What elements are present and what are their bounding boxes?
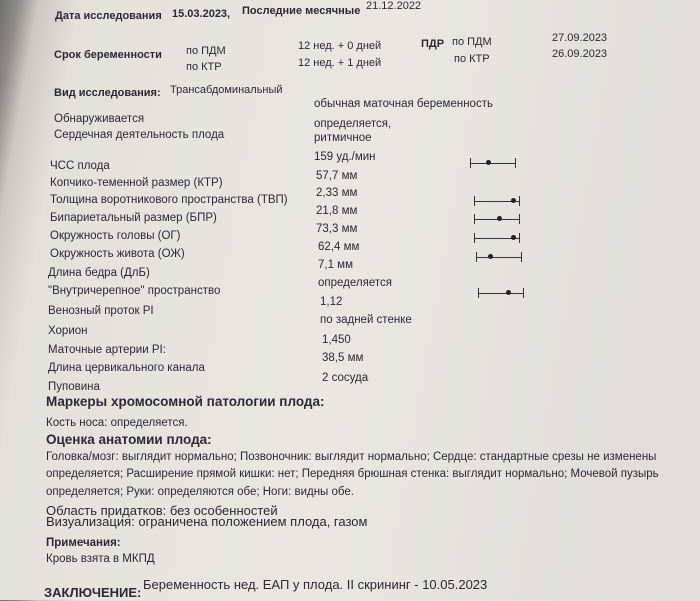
range-marker	[511, 235, 516, 240]
row-label-crl: Копчико-теменной размер (КТР)	[50, 177, 223, 189]
adnexa-text: Область придатков: без особенностей	[46, 503, 278, 518]
anatomy-line-3: определяется; Руки: определяются обе; Ноги: видны обе.	[46, 486, 354, 498]
notes-title: Примечания:	[46, 537, 121, 549]
lmp-date: 21.12.2022	[366, 0, 422, 12]
row-label-ac: Окружность живота (ОЖ)	[50, 248, 185, 260]
row-value-uta: 1,450	[322, 334, 351, 346]
range-line	[470, 163, 516, 164]
range-marker	[511, 198, 516, 203]
row-label-cervix: Длина цервикального канала	[48, 362, 205, 374]
study-type-label: Вид исследования:	[54, 87, 161, 99]
row-value-fhr: 159 уд./мин	[314, 151, 376, 163]
row-value-chorion: по задней стенке	[320, 314, 412, 326]
conclusion-label: ЗАКЛЮЧЕНИЕ:	[44, 585, 142, 600]
bpd-reference-range	[474, 214, 520, 224]
lmp-label: Последние месячные	[242, 5, 361, 17]
row-value-bpd: 21,8 мм	[316, 205, 358, 217]
term-crl-value: 12 нед. + 1 дней	[298, 57, 382, 69]
ac-reference-range	[476, 252, 522, 262]
row-value-found: обычная маточная беременность	[314, 98, 493, 110]
anatomy-line-2: определяется; Расширение прямой кишки: нет; Передняя брюшная стенка: выглядит нормально; Мочевой пузырь	[46, 468, 659, 480]
fhr-reference-range	[470, 158, 516, 168]
edd-crl-label: по КТР	[454, 53, 490, 65]
row-value-fl: 7,1 мм	[318, 259, 353, 271]
conclusion-text: Беременность нед. ЕАП у плода. II скрининг - 10.05.2023	[143, 577, 488, 592]
notes-text: Кровь взята в МКПД	[46, 553, 155, 565]
term-lmp-value: 12 нед. + 0 дней	[298, 40, 382, 52]
nt-reference-range	[474, 196, 520, 206]
edd-crl-value: 26.09.2023	[552, 48, 608, 60]
exam-date: 15.03.2023,	[172, 8, 231, 20]
range-marker	[486, 160, 491, 165]
range-tick-right	[521, 252, 522, 262]
range-tick-left	[474, 214, 475, 224]
row-label-chorion: Хорион	[48, 325, 88, 337]
term-label: Срок беременности	[54, 49, 162, 61]
anatomy-line-1: Головка/мозг: выглядит нормально; Позвоночник: выглядит нормально; Сердце: стандартные срезы не изменены	[46, 451, 657, 463]
range-line	[476, 257, 522, 258]
row-value-heart-2: ритмичное	[314, 132, 372, 144]
row-label-heart: Сердечная деятельность плода	[54, 129, 225, 141]
range-tick-right	[519, 214, 520, 224]
term-lmp-label: по ПДМ	[186, 45, 226, 57]
exam-date-label: Дата исследования	[55, 10, 162, 22]
term-crl-label: по КТР	[186, 61, 222, 73]
range-tick-left	[474, 196, 475, 206]
range-tick-left	[476, 252, 477, 262]
anatomy-title: Оценка анатомии плода:	[46, 432, 212, 447]
range-tick-right	[515, 158, 516, 168]
edd-lmp-value: 27.09.2023	[552, 32, 608, 44]
visualization-text: Визуализация: ограничена положением плода, газом	[46, 514, 368, 529]
range-marker	[488, 254, 493, 259]
it-reference-range	[478, 288, 524, 298]
row-label-dv: Венозный проток PI	[48, 305, 154, 317]
row-label-cord: Пуповина	[48, 381, 100, 393]
edd-label: ПДР	[421, 38, 445, 50]
markers-title: Маркеры хромосомной патологии плода:	[46, 394, 325, 409]
row-value-crl: 57,7 мм	[316, 170, 358, 182]
row-label-hc: Окружность головы (ОГ)	[50, 230, 181, 242]
range-marker	[497, 216, 502, 221]
row-label-it: "Внутричерепное" пространство	[48, 285, 221, 297]
edd-lmp-label: по ПДМ	[452, 36, 492, 48]
range-tick-left	[478, 288, 479, 298]
range-tick-left	[474, 233, 475, 243]
markers-text: Кость носа: определяется.	[46, 417, 188, 429]
row-value-it: определяется	[318, 277, 392, 289]
row-value-nt: 2,33 мм	[316, 187, 358, 199]
range-tick-right	[523, 288, 524, 298]
row-value-cervix: 38,5 мм	[322, 352, 364, 364]
row-label-bpd: Бипариетальный размер (БПР)	[50, 212, 217, 224]
range-tick-left	[470, 158, 471, 168]
row-value-hc: 73,3 мм	[316, 223, 358, 235]
range-marker	[506, 290, 511, 295]
row-label-found: Обнаруживается	[54, 113, 145, 125]
range-line	[478, 293, 524, 294]
row-label-nt: Толщина воротникового пространства (ТВП)	[50, 194, 288, 206]
row-value-dv: 1,12	[320, 296, 343, 308]
hc-reference-range	[474, 233, 520, 243]
range-tick-right	[519, 233, 520, 243]
row-label-fl: Длина бедра (ДлБ)	[48, 267, 150, 279]
row-label-uta: Маточные артерии PI:	[48, 344, 166, 356]
row-value-cord: 2 сосуда	[322, 372, 369, 384]
range-tick-right	[519, 196, 520, 206]
row-label-fhr: ЧСС плода	[50, 160, 110, 172]
row-value-heart: определяется,	[314, 118, 392, 130]
row-value-ac: 62,4 мм	[318, 241, 360, 253]
study-type-value: Трансабдоминальный	[170, 84, 283, 96]
